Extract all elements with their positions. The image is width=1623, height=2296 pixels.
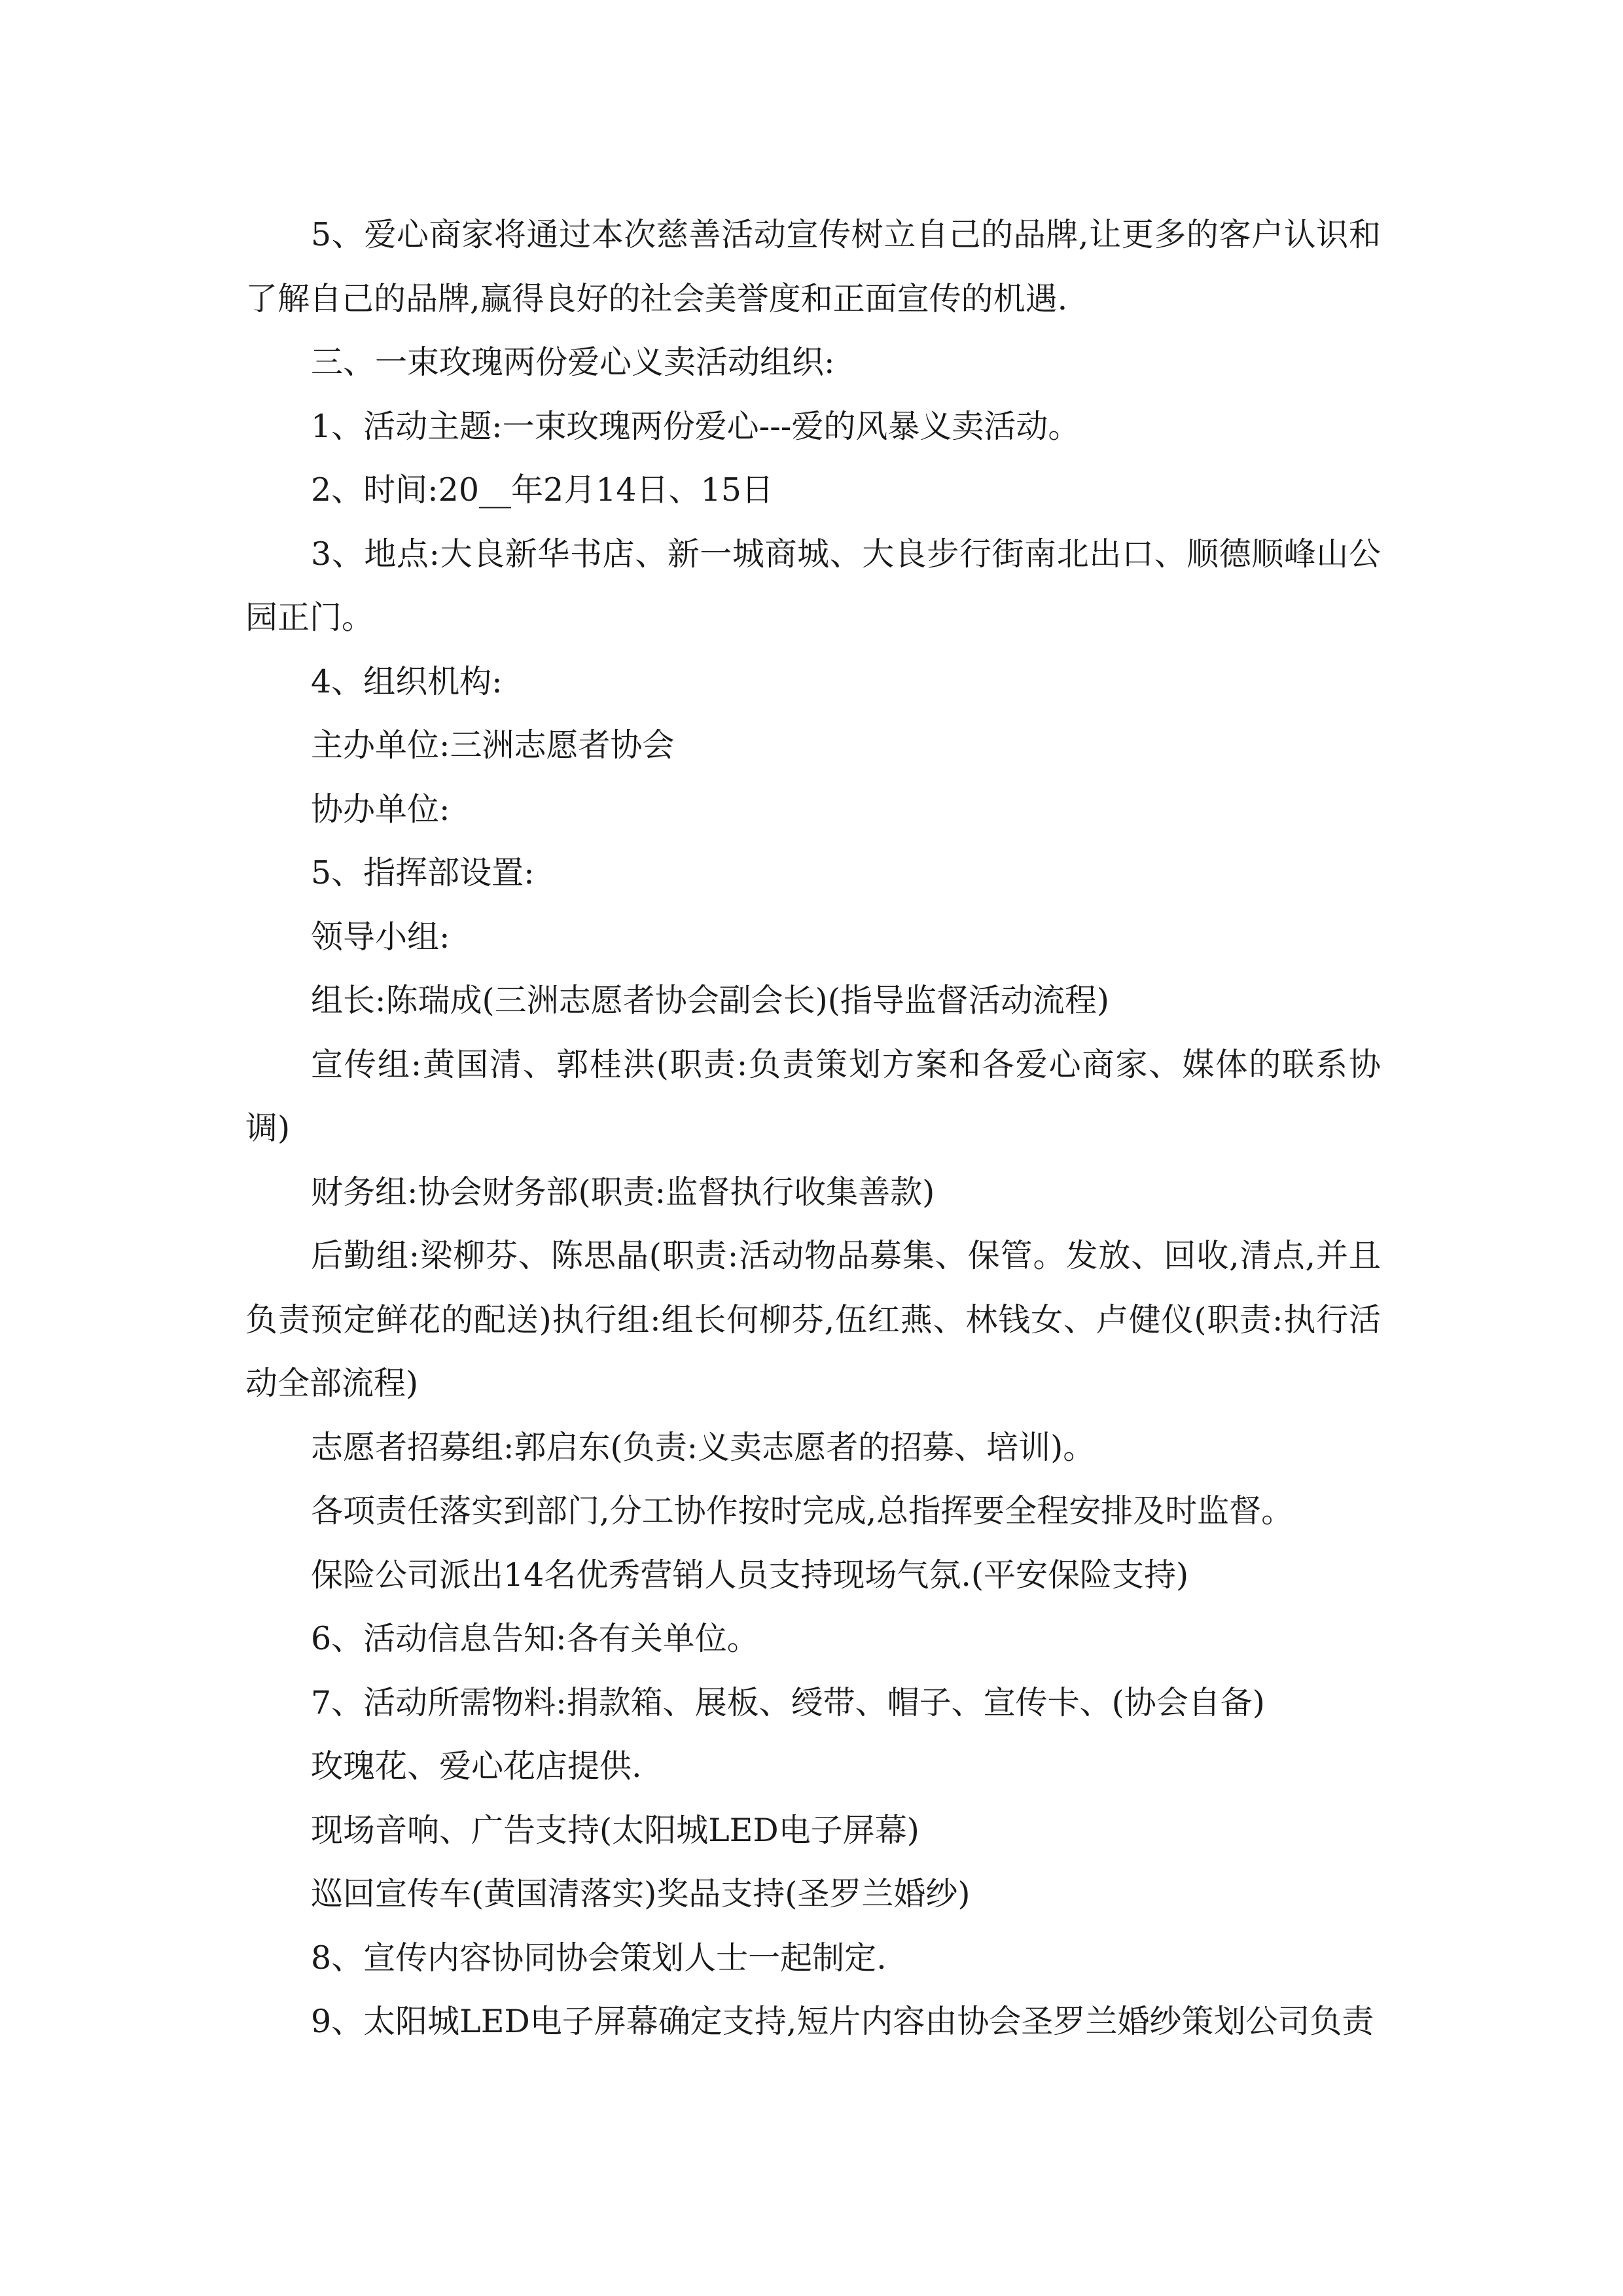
document-body (245, 203, 1381, 2054)
paragraph-merchant-brand: 5、爱心商家将通过本次慈善活动宣传树立自己的品牌,让更多的客户认识和了解自己的品牌,赢得良好的社会美誉度和正面宣传的机遇. (245, 216, 1381, 317)
section-heading-rose-sale: 三、一束玫瑰两份爱心义卖活动组织: (311, 344, 835, 381)
paragraph-logistics-group: 后勤组:梁柳芬、陈思晶(职责:活动物品募集、保管。发放、回收,清点,并且负责预定鲜花的配送)执行组:组长何柳芬,伍红燕、林钱女、卢健仪(职责:执行活动全部流程) (245, 1237, 1381, 1402)
paragraph-group-leader: 组长:陈瑞成(三洲志愿者协会副会长)(指导监督活动流程) (311, 982, 1109, 1019)
paragraph-location: 3、地点:大良新华书店、新一城商城、大良步行街南北出口、顺德顺峰山公园正门。 (245, 535, 1381, 636)
paragraph-time: 2、时间:20__年2月14日、15日 (311, 471, 774, 509)
paragraph-led-screen: 9、太阳城LED电子屏幕确定支持,短片内容由协会圣罗兰婚纱策划公司负责 (311, 2003, 1374, 2040)
paragraph-vehicle: 巡回宣传车(黄国清落实)奖品支持(圣罗兰婚纱) (311, 1875, 971, 1912)
paragraph-responsibility: 各项责任落实到部门,分工协作按时完成,总指挥要全程安排及时监督。 (311, 1492, 1294, 1530)
paragraph-publicity-content: 8、宣传内容协同协会策划人士一起制定. (311, 1939, 887, 1977)
paragraph-co-host: 协办单位: (311, 790, 450, 828)
paragraph-audio: 现场音响、广告支持(太阳城LED电子屏幕) (311, 1811, 919, 1849)
paragraph-command-setup: 5、指挥部设置: (311, 854, 535, 891)
paragraph-organization: 4、组织机构: (311, 662, 503, 700)
paragraph-materials: 7、活动所需物料:捐款箱、展板、绶带、帽子、宣传卡、(协会自备) (311, 1683, 1265, 1721)
paragraph-finance-group: 财务组:协会财务部(职责:监督执行收集善款) (311, 1173, 935, 1211)
paragraph-leadership-group: 领导小组: (311, 918, 450, 956)
paragraph-volunteer-recruit: 志愿者招募组:郭启东(负责:义卖志愿者的招募、培训)。 (311, 1428, 1096, 1466)
paragraph-publicity-group: 宣传组:黄国清、郭桂洪(职责:负责策划方案和各爱心商家、媒体的联系协调) (245, 1045, 1381, 1147)
paragraph-roses: 玫瑰花、爱心花店提供. (311, 1748, 642, 1785)
paragraph-notice: 6、活动信息告知:各有关单位。 (311, 1620, 759, 1657)
paragraph-host: 主办单位:三洲志愿者协会 (311, 726, 675, 764)
paragraph-theme: 1、活动主题:一束玫瑰两份爱心---爱的风暴义卖活动。 (311, 407, 1080, 445)
paragraph-insurance: 保险公司派出14名优秀营销人员支持现场气氛.(平安保险支持) (311, 1556, 1189, 1594)
